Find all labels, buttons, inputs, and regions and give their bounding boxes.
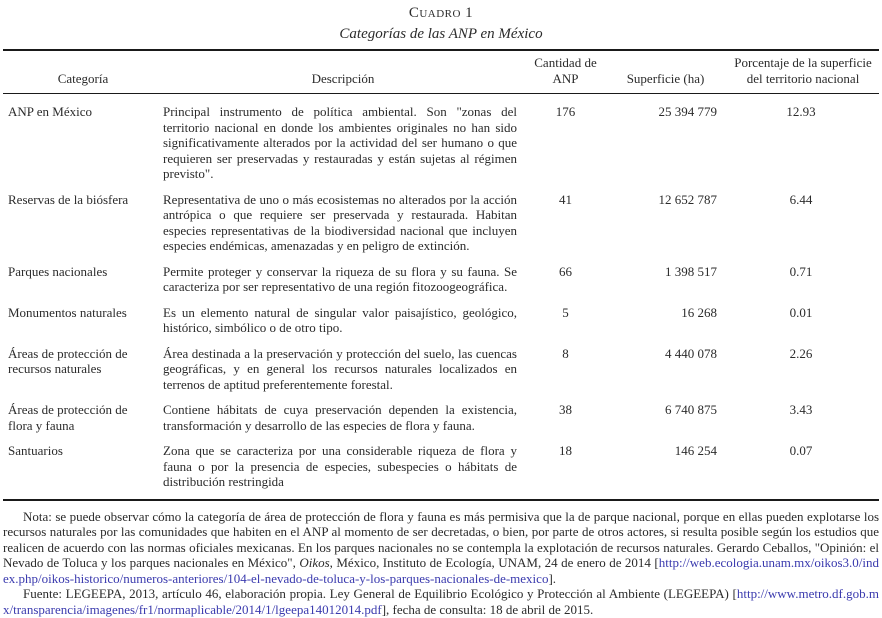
cell-categoria: Áreas de protección de recursos naturales <box>8 345 128 376</box>
column-header-superficie: Superficie (ha) <box>608 50 723 94</box>
note-text: Nota: se puede observar cómo la categoría de área de protección de flora y fauna es más permisiva que la de parque nacional, porque en ellas pueden explotarse los recursos naturales por las comunidades que habiten en el ANP al momento de ser decretadas, o bien, por parte de otros actores, si resulta posible según los estudios que realicen de acuerdo con las normas oficiales mexicanas. En los parques nacionales no se contempla la explotación de recursos naturales. Gerardo Ceballos, "Opinión: el Nevado de Toluca y los parques nacionales en México", <box>3 508 879 571</box>
cell-superficie: 146 254 <box>674 443 717 458</box>
cell-descripcion: Área destinada a la preservación y protección del suelo, las cuencas geográficas, y en general los recursos naturales localizados en terrenos de aptitud preferentemente forestal. <box>163 345 517 392</box>
cell-categoria: Áreas de protección de flora y fauna <box>8 402 128 433</box>
cell-descripcion: Contiene hábitats de cuya preservación dependen la existencia, transformación y desarrollo de las especies de flora y fauna. <box>163 402 517 433</box>
cell-porcentaje: 0.07 <box>789 443 813 458</box>
column-header-cantidad: Cantidad de ANP <box>523 50 608 94</box>
column-header-categoria: Categoría <box>3 50 163 94</box>
table-caption <box>3 4 879 44</box>
note-paragraph <box>3 509 879 587</box>
table-row <box>3 295 879 336</box>
note-text: ]. <box>548 570 557 586</box>
lgeepa-pdf-link[interactable]: http://www.metro.df.gob.mx/transparencia/imagenes/fr1/normaplicable/2014/1/lgeepa14012014.pdf <box>3 586 879 618</box>
cell-descripcion: Representativa de uno o más ecosistemas no alterados por la acción antrópica o que requiere ser preservada y restaurada. Habitan especies representativas de la biodiversidad nacional que incluyen especies endémicas, amenazadas y en peligro de extinción. <box>163 191 517 253</box>
source-text: Fuente: LEGEEPA, 2013, artículo 46, elaboración propia. Ley General de Equilibrio Ecológico y Protección al Ambiente (LEGEEPA) [ <box>23 586 737 602</box>
cell-superficie: 25 394 779 <box>658 104 717 119</box>
cell-porcentaje: 0.01 <box>789 304 813 320</box>
cell-cantidad: 176 <box>555 104 576 119</box>
cell-categoria: Santuarios <box>8 443 63 458</box>
footnotes <box>3 509 879 618</box>
source-text: ], fecha de consulta: 18 de abril de 2015. <box>381 602 594 618</box>
column-header-descripcion: Descripción <box>163 50 523 94</box>
note-journal-italic: Oikos <box>299 555 330 571</box>
cell-superficie: 4 440 078 <box>665 345 717 361</box>
cell-cantidad: 66 <box>559 263 572 279</box>
cell-superficie: 12 652 787 <box>658 191 717 207</box>
table-row <box>3 254 879 295</box>
table-row <box>3 336 879 393</box>
table-row <box>3 94 879 182</box>
table-body <box>3 94 879 500</box>
cell-categoria: Reservas de la biósfera <box>8 191 129 207</box>
cell-categoria: Parques nacionales <box>8 263 108 279</box>
table-caption-label: Cuadro 1 <box>408 5 474 21</box>
cell-porcentaje: 0.71 <box>789 263 813 279</box>
cell-cantidad: 5 <box>562 304 569 320</box>
cell-superficie: 6 740 875 <box>665 402 717 417</box>
column-header-porcentaje: Porcentaje de la superficie del territorio nacional <box>723 50 879 94</box>
cell-porcentaje: 6.44 <box>789 191 813 207</box>
cell-categoria: Monumentos naturales <box>8 304 127 320</box>
cell-superficie: 1 398 517 <box>665 263 717 279</box>
cell-descripcion: Zona que se caracteriza por una considerable riqueza de flora y fauna o por la presencia de especies, subespecies o hábitats de distribución restringida <box>163 443 517 489</box>
cell-descripcion: Permite proteger y conservar la riqueza de su flora y su fauna. Se caracteriza por ser representativo de una región fitozoogeográfica. <box>163 263 517 294</box>
table-row <box>3 433 879 500</box>
cell-porcentaje: 2.26 <box>789 345 813 361</box>
table-header-row <box>3 50 879 94</box>
table-header <box>3 50 879 94</box>
cell-cantidad: 41 <box>559 191 572 207</box>
cell-cantidad: 8 <box>562 345 569 361</box>
table-caption-subtitle: Categorías de las ANP en México <box>339 25 543 42</box>
source-paragraph <box>3 586 879 617</box>
cell-descripcion: Es un elemento natural de singular valor paisajístico, geológico, histórico, simbólico o de otro tipo. <box>163 304 517 335</box>
cell-cantidad: 38 <box>559 402 572 417</box>
cell-categoria: ANP en México <box>8 104 93 119</box>
cell-superficie: 16 268 <box>681 304 717 320</box>
cell-porcentaje: 3.43 <box>789 402 813 417</box>
cell-porcentaje: 12.93 <box>786 104 816 119</box>
cell-descripcion: Principal instrumento de política ambiental. Son "zonas del territorio nacional en donde los ambientes originales no han sido significativamente alterados por la actividad del ser humano o que requieren ser preservadas y restauradas y están sujetas al régimen previsto". <box>163 104 517 181</box>
table-row <box>3 182 879 254</box>
cell-cantidad: 18 <box>559 443 572 458</box>
anp-categories-table <box>3 49 879 501</box>
table-row <box>3 392 879 433</box>
note-text: , México, Instituto de Ecología, UNAM, 24 de enero de 2014 [ <box>329 555 659 571</box>
oikos-article-link[interactable]: http://web.ecologia.unam.mx/oikos3.0/index.php/oikos-historico/numeros-anteriores/104-el-nevado-de-toluca-y-los-parques-nacionales-de-mexico <box>3 555 879 586</box>
